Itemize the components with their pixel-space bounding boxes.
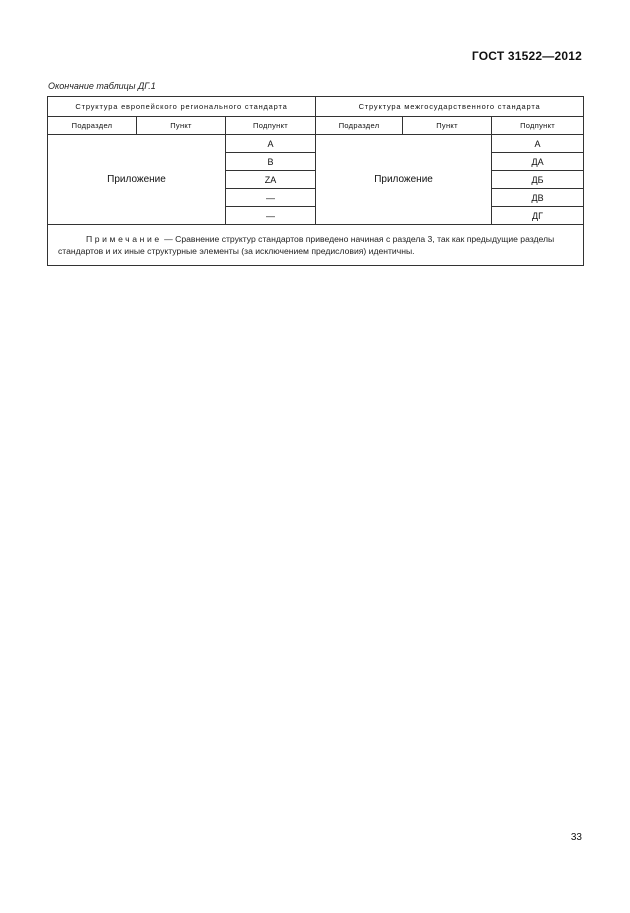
right-subpoint-cell: ДВ: [492, 189, 584, 207]
interstate-standard-header: Структура межгосударственного стандарта: [316, 97, 584, 117]
left-subpoint-cell: —: [226, 189, 316, 207]
column-header: Пункт: [137, 117, 226, 135]
column-header: Подраздел: [316, 117, 403, 135]
right-subpoint-cell: ДА: [492, 153, 584, 171]
page-number: 33: [570, 832, 582, 843]
column-header: Подпункт: [492, 117, 584, 135]
left-appendix-cell: Приложение: [48, 135, 226, 225]
column-header: Пункт: [403, 117, 492, 135]
right-appendix-cell: Приложение: [316, 135, 492, 225]
table-note: [48, 225, 584, 266]
structure-comparison-table: [47, 96, 584, 266]
right-subpoint-cell: ДГ: [492, 207, 584, 225]
document-code: ГОСТ 31522—2012: [471, 49, 582, 63]
left-subpoint-cell: —: [226, 207, 316, 225]
column-header: Подпункт: [226, 117, 316, 135]
note-text: — Сравнение структур стандартов приведено начиная с раздела 3, так как предыдущие разделы стандартов и их иные структурные элементы (за исключением предисловия) идентичны.: [58, 234, 555, 257]
column-header: Подраздел: [48, 117, 137, 135]
right-subpoint-cell: A: [492, 135, 584, 153]
right-subpoint-cell: ДБ: [492, 171, 584, 189]
european-standard-header: Структура европейского регионального стандарта: [48, 97, 316, 117]
left-subpoint-cell: A: [226, 135, 316, 153]
left-subpoint-cell: B: [226, 153, 316, 171]
table-caption: Окончание таблицы ДГ.1: [48, 81, 156, 91]
note-lead: Примечание: [86, 234, 162, 244]
left-subpoint-cell: ZA: [226, 171, 316, 189]
